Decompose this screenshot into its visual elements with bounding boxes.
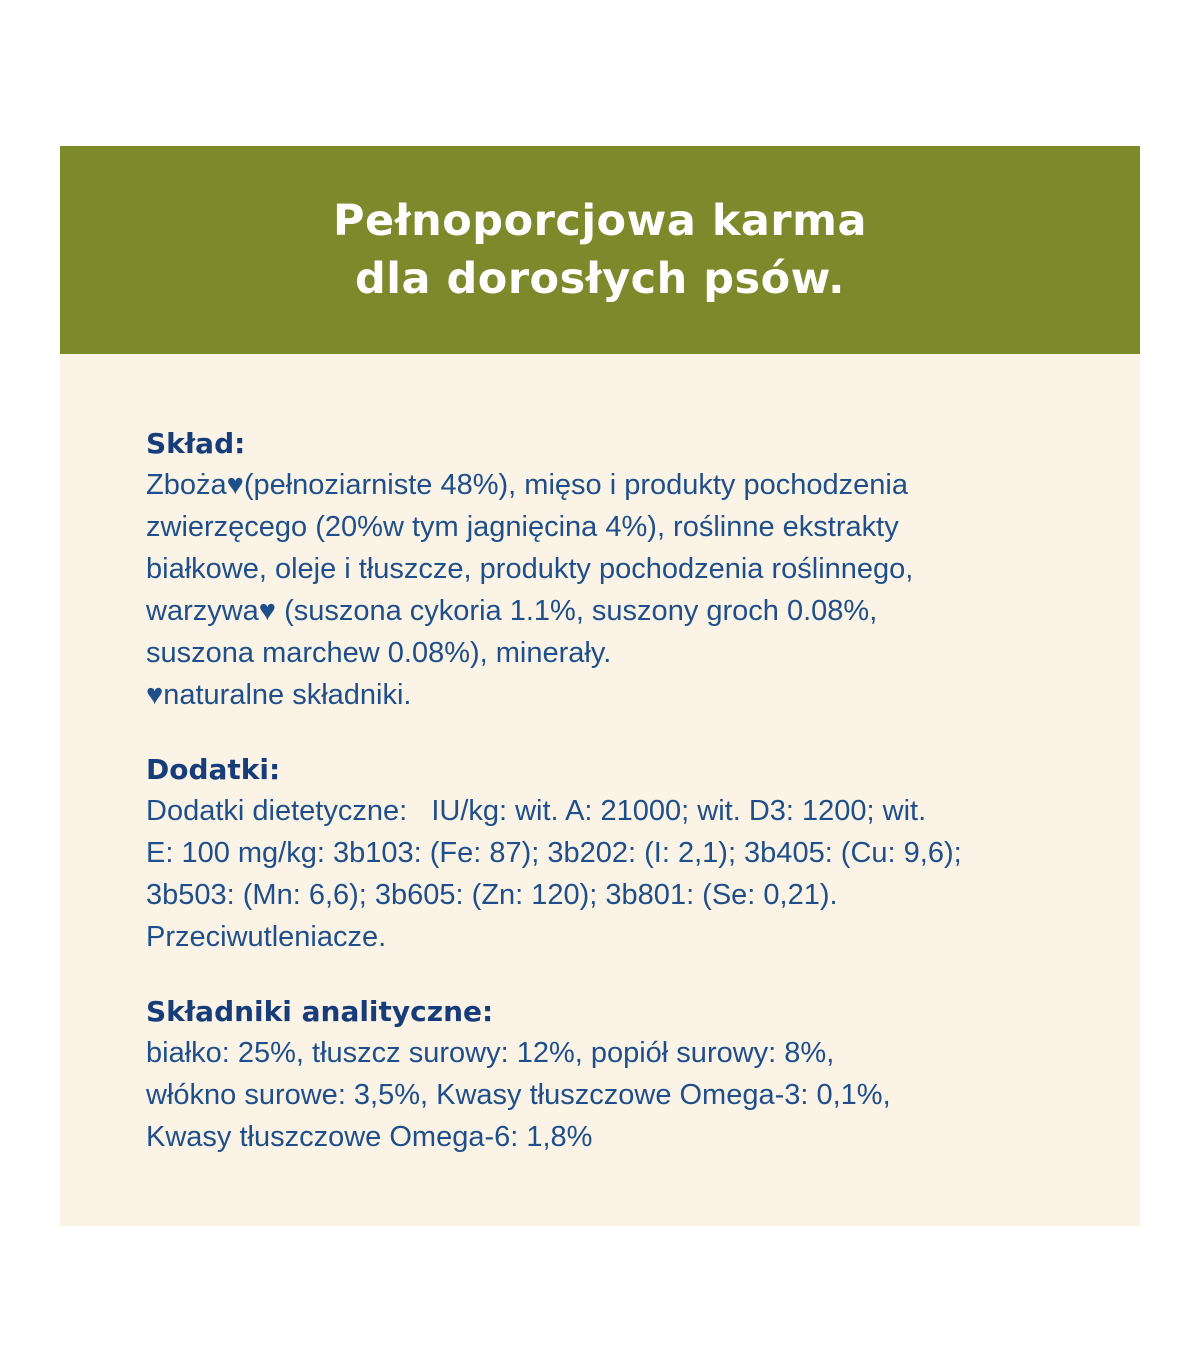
banner-title-line-2: dla dorosłych psów. [355,254,845,304]
label-card [60,146,1140,1226]
composition-line: warzywa♥ (suszona cykoria 1.1%, suszony groch 0.08%, [146,595,878,627]
analytical-line: białko: 25%, tłuszcz surowy: 12%, popiół surowy: 8%, [146,1037,835,1069]
analytical-heading: Składniki analityczne: [146,995,494,1028]
composition-line: suszona marchew 0.08%), minerały. [146,637,612,669]
analytical-line: włókno surowe: 3,5%, Kwasy tłuszczowe Omega-3: 0,1%, [146,1079,891,1111]
additives-line: Dodatki dietetyczne: IU/kg: wit. A: 21000; wit. D3: 1200; wit. [146,795,927,827]
additives-section [146,750,1046,958]
analytical-text [146,1032,1046,1158]
composition-line: Zboża♥(pełnoziarniste 48%), mięso i produkty pochodzenia [146,469,908,501]
additives-line: E: 100 mg/kg: 3b103: (Fe: 87); 3b202: (I: 2,1); 3b405: (Cu: 9,6); [146,837,962,869]
title-banner [60,146,1140,354]
additives-line: 3b503: (Mn: 6,6); 3b605: (Zn: 120); 3b801: (Se: 0,21). [146,879,838,911]
banner-title-line-1: Pełnoporcjowa karma [333,196,867,246]
additives-line: Przeciwutleniacze. [146,921,387,953]
composition-line: zwierzęcego (20%w tym jagnięcina 4%), roślinne ekstrakty [146,511,899,543]
composition-section [146,424,1046,716]
analytical-section [146,992,1046,1158]
label-content [146,424,1046,1192]
additives-heading: Dodatki: [146,753,281,786]
analytical-line: Kwasy tłuszczowe Omega-6: 1,8% [146,1121,593,1153]
banner-title [333,192,867,308]
composition-line: białkowe, oleje i tłuszcze, produkty pochodzenia roślinnego, [146,553,914,585]
natural-ingredients-note: ♥naturalne składniki. [146,679,412,711]
composition-text [146,464,1046,716]
additives-text [146,790,1046,958]
composition-heading: Skład: [146,427,246,460]
